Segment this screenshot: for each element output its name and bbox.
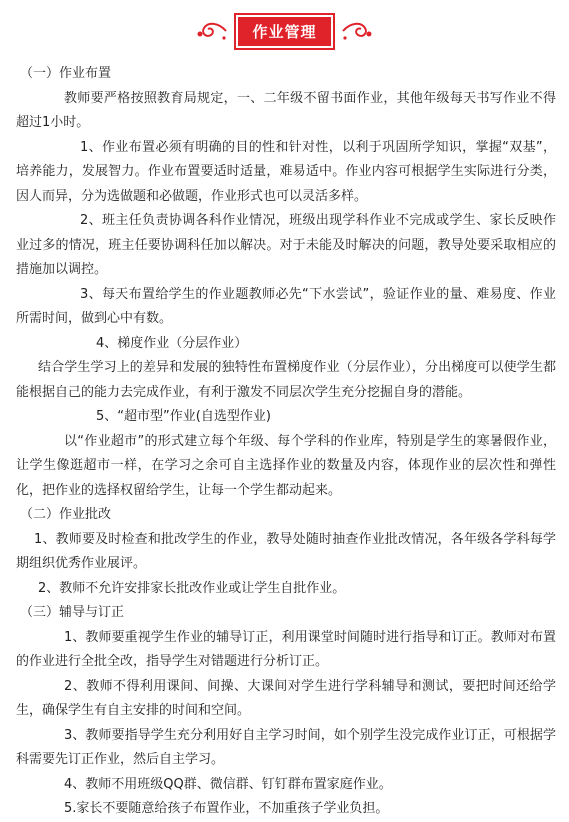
document-body: [16, 62, 556, 822]
paragraph-supermarket-homework: 以“作业超市”的形式建立每个年级、每个学科的作业库，特别是学生的寒暑假作业，让学生像逛超市一样，在学习之余可自主选择作业的数量及内容，体现作业的层次性和弹性化，把作业的选择权留给学生，让每一个学生都动起来。: [16, 433, 556, 498]
paragraph-tutoring-4: 4、教师不用班级QQ群、微信群、钉钉群布置家庭作业。: [64, 776, 392, 792]
paragraph-tutoring-3: 3、教师要指导学生充分利用好自主学习时间，如个别学生没完成作业订正，可根据学科需要先订正作业，然后自主学习。: [16, 727, 556, 767]
page-title: 作业管理: [236, 15, 332, 48]
subheading-tiered-homework: 4、梯度作业（分层作业）: [96, 335, 248, 351]
section-heading-2: （二）作业批改: [20, 507, 112, 522]
paragraph-item-1: 1、作业布置必须有明确的目的性和针对性，以利于巩固所学知识，掌握“双基”，培养能力，发展智力。作业布置要适时适量，难易适中。作业内容可根据学生实际进行分类，因人而异，分为选做题和必做题，作业形式也可以灵活多样。: [16, 139, 556, 204]
section-heading-3: （三）辅导与订正: [20, 605, 125, 620]
paragraph-intro: 教师要严格按照教育局规定，一、二年级不留书面作业，其他年级每天书写作业不得超过1小时。: [16, 90, 556, 130]
paragraph-tutoring-5: 5.家长不要随意给孩子布置作业，不加重孩子学业负担。: [64, 801, 389, 816]
paragraph-tutoring-2: 2、教师不得利用课间、间操、大课间对学生进行学科辅导和测试，要把时间还给学生，确保学生有自主安排的时间和空间。: [16, 678, 556, 718]
paragraph-grading-1: 1、教师要及时检查和批改学生的作业，教导处随时抽查作业批改情况，各年级各学科每学期组织优秀作业展评。: [16, 531, 556, 571]
left-flourish-icon: [196, 18, 230, 44]
paragraph-tutoring-1: 1、教师要重视学生作业的辅导订正，利用课堂时间随时进行指导和订正。教师对布置的作业进行全批全改，指导学生对错题进行分析订正。: [16, 629, 556, 669]
subheading-supermarket-homework: 5、“超市型”作业(自选型作业): [96, 409, 271, 424]
paragraph-tiered-homework: 结合学生学习上的差异和发展的独特性布置梯度作业（分层作业），分出梯度可以使学生都能根据自己的能力去完成作业，有利于激发不同层次学生充分挖掘自身的潜能。: [16, 360, 556, 400]
section-heading-1: （一）作业布置: [20, 66, 112, 81]
paragraph-item-3: 3、每天布置给学生的作业题教师必先“下水尝试”，验证作业的量、难易度、作业所需时间，做到心中有数。: [16, 286, 556, 326]
title-banner: [0, 14, 569, 48]
paragraph-grading-2: 2、教师不允许安排家长批改作业或让学生自批作业。: [38, 580, 346, 596]
right-flourish-icon: [339, 18, 373, 44]
paragraph-item-2: 2、班主任负责协调各科作业情况，班级出现学科作业不完成或学生、家长反映作业过多的情况，班主任要协调科任加以解决。对于未能及时解决的问题，教导处要采取相应的措施加以调控。: [16, 213, 556, 277]
